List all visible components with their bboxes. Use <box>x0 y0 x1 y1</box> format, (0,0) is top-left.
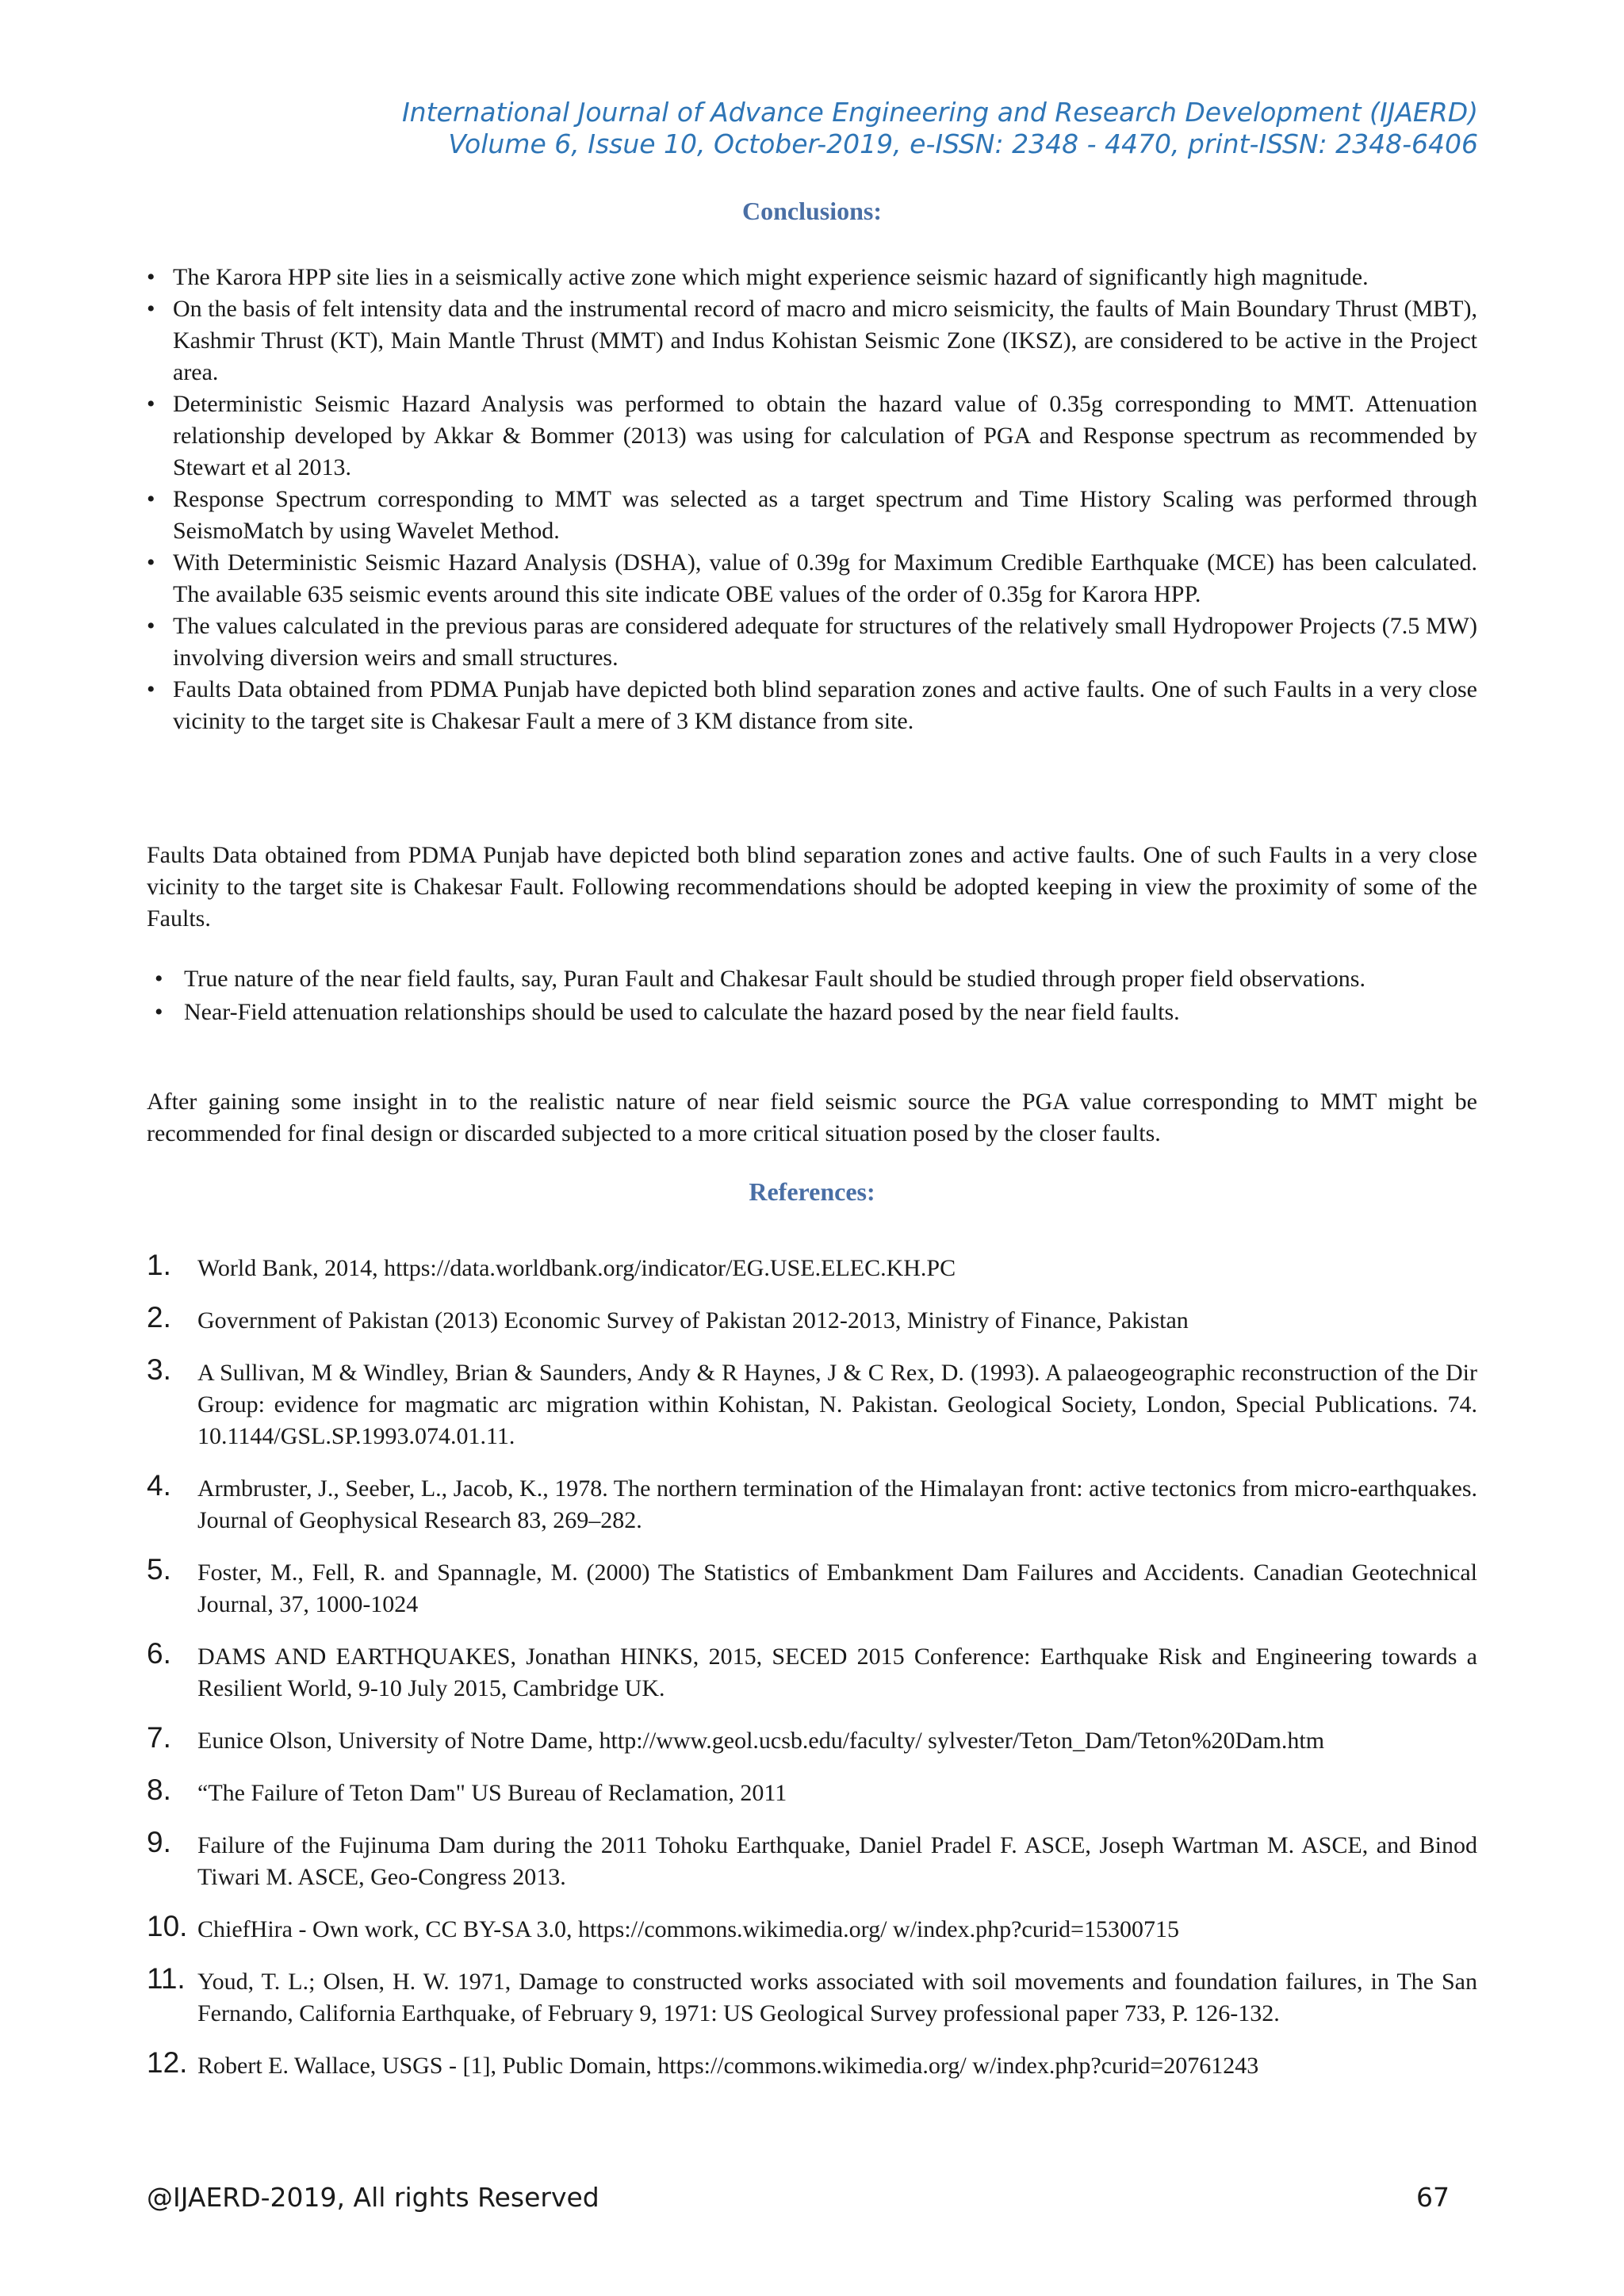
reference-number: 8. <box>147 1774 171 1806</box>
reference-item <box>147 1774 1477 1809</box>
closing-paragraph-block <box>147 1086 1477 1150</box>
reference-text: Foster, M., Fell, R. and Spannagle, M. (2000) The Statistics of Embankment Dam Failures and Accidents. Canadian Geotechnical Journal, 37, 1000-1024 <box>197 1559 1477 1617</box>
reference-item <box>147 1637 1477 1705</box>
reference-number: 6. <box>147 1637 171 1670</box>
reference-number: 2. <box>147 1301 171 1334</box>
conclusion-item: • Deterministic Seismic Hazard Analysis was performed to obtain the hazard value of 0.35g corresponding to MMT. Attenuation relationship developed by Akkar & Bommer (2013) was using for calculation of PGA and Response spectrum as recommended by Stewart et al 2013. <box>147 388 1477 484</box>
reference-number: 1. <box>147 1249 171 1281</box>
faults-paragraph-block <box>147 840 1477 935</box>
reference-item <box>147 1910 1477 1946</box>
reference-text: ChiefHira - Own work, CC BY-SA 3.0, https://commons.wikimedia.org/ w/index.php?curid=15300715 <box>197 1916 1179 1942</box>
reference-number: 11. <box>147 1962 186 1995</box>
reference-text: Government of Pakistan (2013) Economic Survey of Pakistan 2012-2013, Ministry of Finance, Pakistan <box>197 1307 1189 1334</box>
recommendation-item: • Near-Field attenuation relationships should be used to calculate the hazard posed by the near field faults. <box>147 997 1477 1028</box>
reference-text: DAMS AND EARTHQUAKES, Jonathan HINKS, 2015, SECED 2015 Conference: Earthquake Risk and Engineering towards a Resilient World, 9-10 July 2015, Cambridge UK. <box>197 1644 1477 1701</box>
conclusion-item: • The values calculated in the previous paras are considered adequate for structures of the relatively small Hydropower Projects (7.5 MW) involving diversion weirs and small structures. <box>147 610 1477 674</box>
conclusion-item: • Faults Data obtained from PDMA Punjab have depicted both blind separation zones and active faults. One of such Faults in a very close vicinity to the target site is Chakesar Fault a mere of 3 KM distance from site. <box>147 674 1477 737</box>
reference-text: World Bank, 2014, https://data.worldbank.org/indicator/EG.USE.ELEC.KH.PC <box>197 1255 956 1281</box>
journal-issue-info: Volume 6, Issue 10, October-2019, e-ISSN: 2348 - 4470, print-ISSN: 2348-6406 <box>448 128 1478 159</box>
reference-item <box>147 1249 1477 1284</box>
reference-number: 7. <box>147 1721 171 1754</box>
reference-number: 5. <box>147 1553 171 1586</box>
conclusion-item: • Response Spectrum corresponding to MMT was selected as a target spectrum and Time History Scaling was performed through SeismoMatch by using Wavelet Method. <box>147 484 1477 547</box>
footer-page-number: 67 <box>1416 2182 1450 2213</box>
footer-copyright: @IJAERD-2019, All rights Reserved <box>147 2182 599 2213</box>
reference-number: 3. <box>147 1353 171 1386</box>
conclusions-body <box>147 262 1477 737</box>
references-list <box>147 1249 1477 2082</box>
reference-item <box>147 1353 1477 1452</box>
reference-item <box>147 1469 1477 1536</box>
conclusions-heading: Conclusions: <box>741 197 883 225</box>
closing-paragraph: After gaining some insight in to the realistic nature of near field seismic source the PGA value corresponding to MMT might be recommended for final design or discarded subjected to a more critical situation posed by the closer faults. <box>147 1089 1477 1146</box>
reference-text: Eunice Olson, University of Notre Dame, http://www.geol.ucsb.edu/faculty/ sylvester/Teton_Dam/Teton%20Dam.htm <box>197 1728 1325 1754</box>
recommendations-block <box>147 963 1477 1030</box>
references-body <box>147 1249 1477 2103</box>
conclusion-item: • On the basis of felt intensity data and the instrumental record of macro and micro seismicity, the faults of Main Boundary Thrust (MBT), Kashmir Thrust (KT), Main Mantle Thrust (MMT) and Indus Kohistan Seismic Zone (IKSZ), are considered to be active in the Project area. <box>147 293 1477 388</box>
reference-number: 12. <box>147 2046 188 2079</box>
reference-item <box>147 1826 1477 1893</box>
reference-number: 4. <box>147 1469 171 1502</box>
conclusion-item: • The Karora HPP site lies in a seismically active zone which might experience seismic hazard of significantly high magnitude. <box>147 262 1477 293</box>
reference-text: A Sullivan, M & Windley, Brian & Saunders, Andy & R Haynes, J & C Rex, D. (1993). A palaeogeographic reconstruction of the Dir Group: evidence for magmatic arc migration within Kohistan, N. Pakistan. Geological Society, London, Special Publications. 74. 10.1144/GSL.SP.1993.074.01.11. <box>197 1360 1477 1449</box>
journal-title: International Journal of Advance Engineering and Research Development (IJAERD) <box>401 97 1478 128</box>
journal-header <box>402 97 1478 160</box>
reference-item <box>147 1301 1477 1337</box>
reference-item <box>147 1962 1477 2030</box>
reference-number: 9. <box>147 1826 171 1858</box>
reference-item <box>147 2046 1477 2082</box>
reference-item <box>147 1553 1477 1621</box>
recommendations-list <box>147 963 1477 1028</box>
references-heading: References: <box>749 1177 875 1206</box>
reference-text: Youd, T. L.; Olsen, H. W. 1971, Damage to constructed works associated with soil movements and foundation failures, in The San Fernando, California Earthquake, of February 9, 1971: US Geological Survey professional paper 733, P. 126-132. <box>197 1969 1477 2026</box>
reference-item <box>147 1721 1477 1757</box>
faults-paragraph: Faults Data obtained from PDMA Punjab have depicted both blind separation zones and active faults. One of such Faults in a very close vicinity to the target site is Chakesar Fault. Following recommendations should be adopted keeping in view the proximity of some of the Faults. <box>147 842 1477 932</box>
recommendation-item: • True nature of the near field faults, say, Puran Fault and Chakesar Fault should be studied through proper field observations. <box>147 963 1477 995</box>
reference-text: Armbruster, J., Seeber, L., Jacob, K., 1978. The northern termination of the Himalayan front: active tectonics from micro-earthquakes. Journal of Geophysical Research 83, 269–282. <box>197 1475 1477 1533</box>
reference-number: 10. <box>147 1910 188 1942</box>
conclusions-list <box>147 262 1477 737</box>
reference-text: “The Failure of Teton Dam" US Bureau of Reclamation, 2011 <box>197 1780 787 1806</box>
reference-text: Failure of the Fujinuma Dam during the 2011 Tohoku Earthquake, Daniel Pradel F. ASCE, Joseph Wartman M. ASCE, and Binod Tiwari M. ASCE, Geo-Congress 2013. <box>197 1832 1477 1890</box>
conclusion-item: • With Deterministic Seismic Hazard Analysis (DSHA), value of 0.39g for Maximum Credible Earthquake (MCE) has been calculated. The available 635 seismic events around this site indicate OBE values of the order of 0.35g for Karora HPP. <box>147 547 1477 610</box>
reference-text: Robert E. Wallace, USGS - [1], Public Domain, https://commons.wikimedia.org/ w/index.php?curid=20761243 <box>197 2053 1259 2079</box>
